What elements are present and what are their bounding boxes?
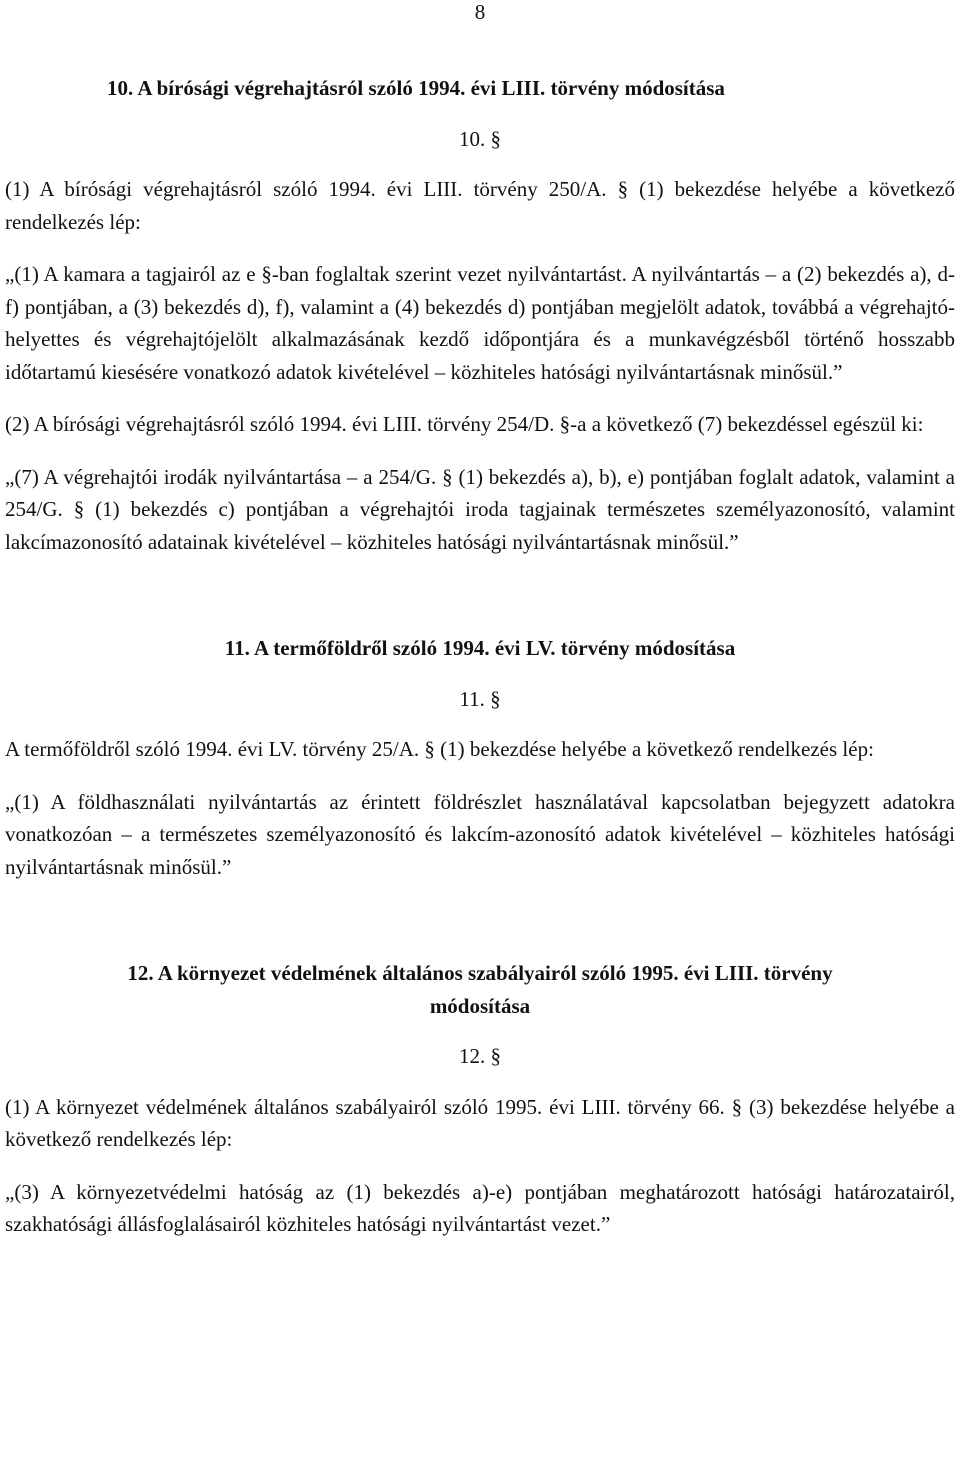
- paragraph: „(1) A földhasználati nyilvántartás az érintett földrészlet használatával kapcsolatban bejegyzett adatokra vonatkozóan – a természetes személyazonosító és lakcím-azonosító adatok kivételével – közhiteles hatósági nyilvántartásnak minősül.”: [5, 789, 955, 879]
- section-number-11: 11. §: [459, 686, 501, 711]
- section-heading-12: 12. A környezet védelmének általános szabályairól szóló 1995. évi LIII. törvény módosítása: [127, 961, 833, 1018]
- document-body: [5, 70, 955, 1241]
- section-heading-10: 10. A bírósági végrehajtásról szóló 1994. évi LIII. törvény módosítása: [107, 76, 725, 100]
- paragraph: „(3) A környezetvédelmi hatóság az (1) bekezdés a)-e) pontjában meghatározott hatósági határozatairól, szakhatósági állásfoglalásairól közhiteles hatósági nyilvántartást vezet.”: [5, 1179, 955, 1236]
- paragraph: (1) A környezet védelmének általános szabályairól szóló 1995. évi LIII. törvény 66. § (3) bekezdése helyébe a következő rendelkezés lép:: [5, 1094, 955, 1151]
- page-number: 8: [474, 0, 486, 24]
- paragraph: (1) A bírósági végrehajtásról szóló 1994. évi LIII. törvény 250/A. § (1) bekezdése helyébe a következő rendelkezés lép:: [5, 177, 955, 234]
- paragraph: A termőföldről szóló 1994. évi LV. törvény 25/A. § (1) bekezdése helyébe a következő rendelkezés lép:: [5, 737, 874, 761]
- section-heading-11: 11. A termőföldről szóló 1994. évi LV. törvény módosítása: [224, 636, 736, 660]
- paragraph: „(1) A kamara a tagjairól az e §-ban foglaltak szerint vezet nyilvántartást. A nyilvántartás – a (2) bekezdés a), d-f) pontjában, a (3) bekezdés d), f), valamint a (4) bekezdés d) pontjában megjelölt adatok, továbbá a végrehajtó-helyettes és végrehajtójelölt alkalmazásának kezdő időpontjára és a munkavégzésből történő hosszabb időtartamú kiesésére vonatkozó adatok kivételével – közhiteles hatósági nyilvántartásnak minősül.”: [5, 262, 955, 384]
- section-number-10: 10. §: [459, 126, 501, 151]
- paragraph: (2) A bírósági végrehajtásról szóló 1994. évi LIII. törvény 254/D. §-a a következő (7) bekezdéssel egészül ki:: [5, 412, 924, 436]
- section-number-12: 12. §: [459, 1044, 501, 1068]
- paragraph: „(7) A végrehajtói irodák nyilvántartása – a 254/G. § (1) bekezdés a), b), e) pontjában foglalt adatok, valamint a 254/G. § (1) bekezdés c) pontjában a végrehajtói iroda tagjainak természetes személyazonosító, valamint lakcímazonosító adatainak kivételével – közhiteles hatósági nyilvántartásnak minősül.”: [5, 464, 955, 554]
